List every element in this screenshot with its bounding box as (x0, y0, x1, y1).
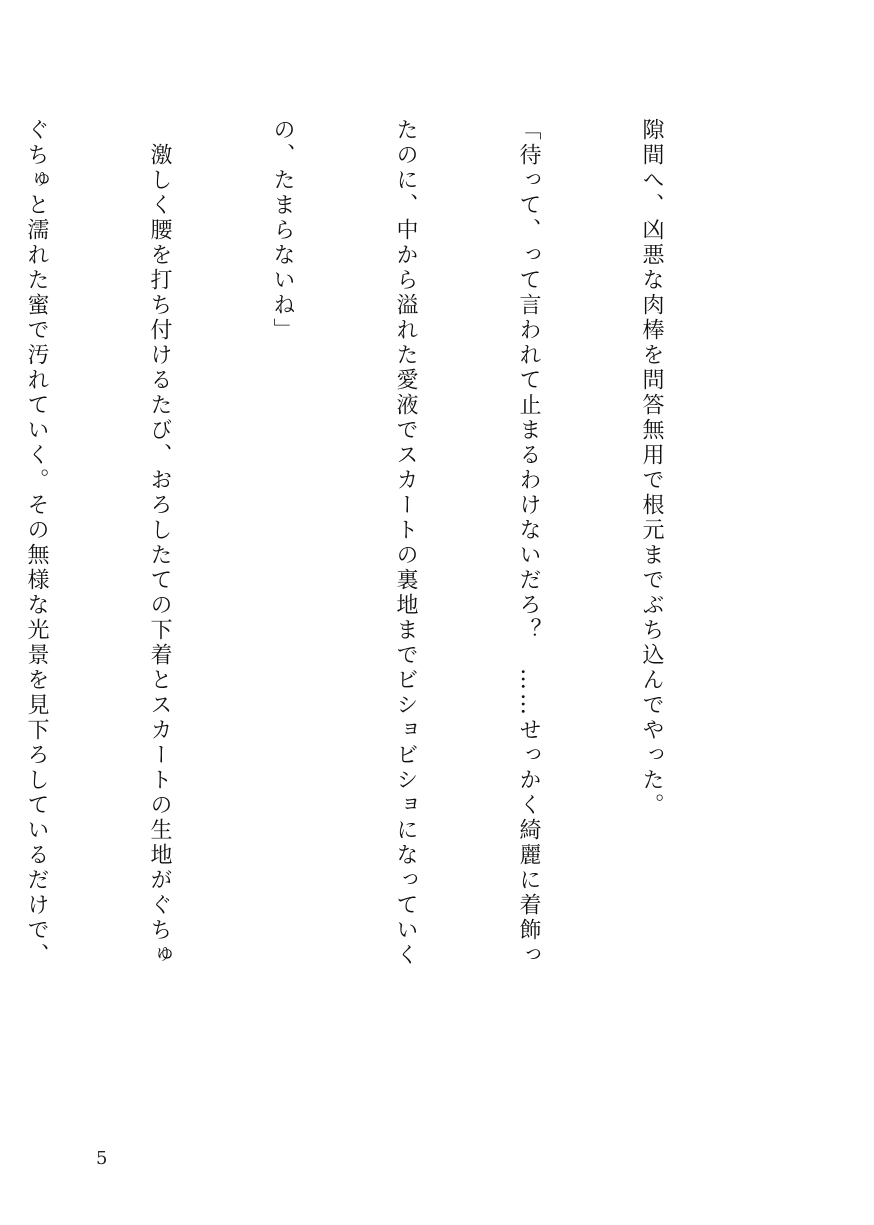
text-line: 激しく腰を打ち付けるたび、おろしたての下着とスカートの生地がぐちゅ (147, 118, 172, 968)
text-line: の、たまらないね」 (270, 118, 295, 343)
page-number: 5 (96, 1148, 108, 1169)
text-line: ぐちゅと濡れた蜜で汚れていく。その無様な光景を見下ろしているだけで、 (24, 118, 49, 968)
text-line: たのに、中から溢れた愛液でスカートの裏地までビショビショになっていく (393, 118, 418, 968)
vertical-text-body (24, 118, 754, 1038)
text-line: 隙間へ、凶悪な肉棒を問答無用で根元までぶち込んでやった。 (639, 118, 664, 818)
text-line: 「待って、って言われて止まるわけないだろ？ ……せっかく綺麗に着飾っ (516, 118, 541, 968)
